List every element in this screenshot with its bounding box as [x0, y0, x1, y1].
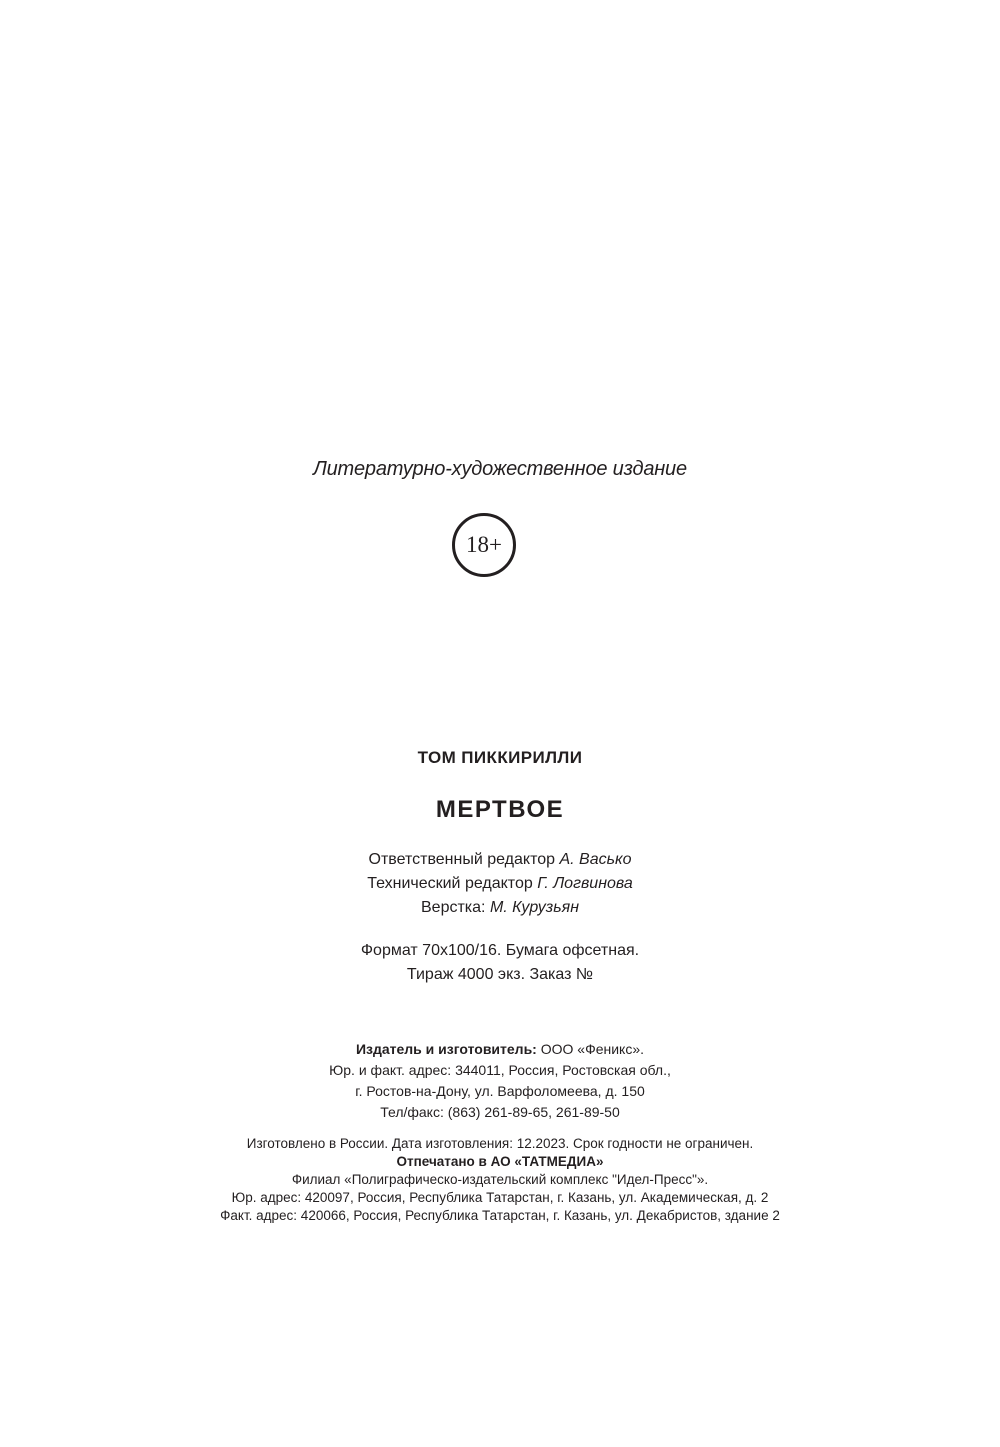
publisher-address-1: Юр. и факт. адрес: 344011, Россия, Ростовская обл., — [329, 1062, 671, 1078]
age-rating-text: 18+ — [466, 532, 502, 557]
printer-actual-address: Факт. адрес: 420066, Россия, Республика Татарстан, г. Казань, ул. Декабристов, здание 2 — [220, 1208, 780, 1223]
credit-editor-label: Ответственный редактор — [368, 851, 556, 868]
publisher-phone: Тел/факс: (863) 261-89-65, 261-89-50 — [380, 1104, 620, 1120]
credit-tech-editor — [0, 872, 1000, 896]
publisher-address-2: г. Ростов-на-Дону, ул. Варфоломеева, д. 150 — [355, 1083, 645, 1099]
publisher-block — [0, 1039, 1000, 1123]
age-rating-badge — [452, 513, 516, 577]
publisher-name: ООО «Феникс». — [540, 1041, 645, 1057]
publisher-line — [0, 1039, 1000, 1060]
book-title: МЕРТВОЕ — [435, 796, 565, 823]
credit-tech-editor-label: Технический редактор — [367, 875, 533, 892]
genre-label: Литературно-художественное издание — [313, 458, 687, 480]
credit-layout-label: Верстка: — [421, 899, 486, 916]
printer-legal-address: Юр. адрес: 420097, Россия, Республика Татарстан, г. Казань, ул. Академическая, д. 2 — [231, 1190, 769, 1205]
printed-at-line: Отпечатано в АО «ТАТМЕДИА» — [396, 1154, 604, 1169]
credit-layout-name: М. Курузьян — [489, 899, 579, 916]
print-run-line: Тираж 4000 экз. Заказ № — [406, 966, 594, 983]
format-line: Формат 70x100/16. Бумага офсетная. — [360, 942, 640, 959]
printer-block — [0, 1135, 1000, 1225]
author-name: ТОМ ПИККИРИЛЛИ — [417, 748, 583, 767]
credits-block — [0, 848, 1000, 920]
format-block — [0, 939, 1000, 987]
credit-layout — [0, 896, 1000, 920]
made-in-line: Изготовлено в России. Дата изготовления: 12.2023. Срок годности не ограничен. — [246, 1136, 754, 1151]
credit-tech-editor-name: Г. Логвинова — [537, 875, 633, 892]
printer-branch-line: Филиал «Полиграфическо-издательский комплекс "Идел-Пресс"». — [291, 1172, 709, 1187]
credit-editor — [0, 848, 1000, 872]
credit-editor-name: А. Васько — [559, 851, 632, 868]
publisher-label: Издатель и изготовитель: — [355, 1041, 537, 1057]
